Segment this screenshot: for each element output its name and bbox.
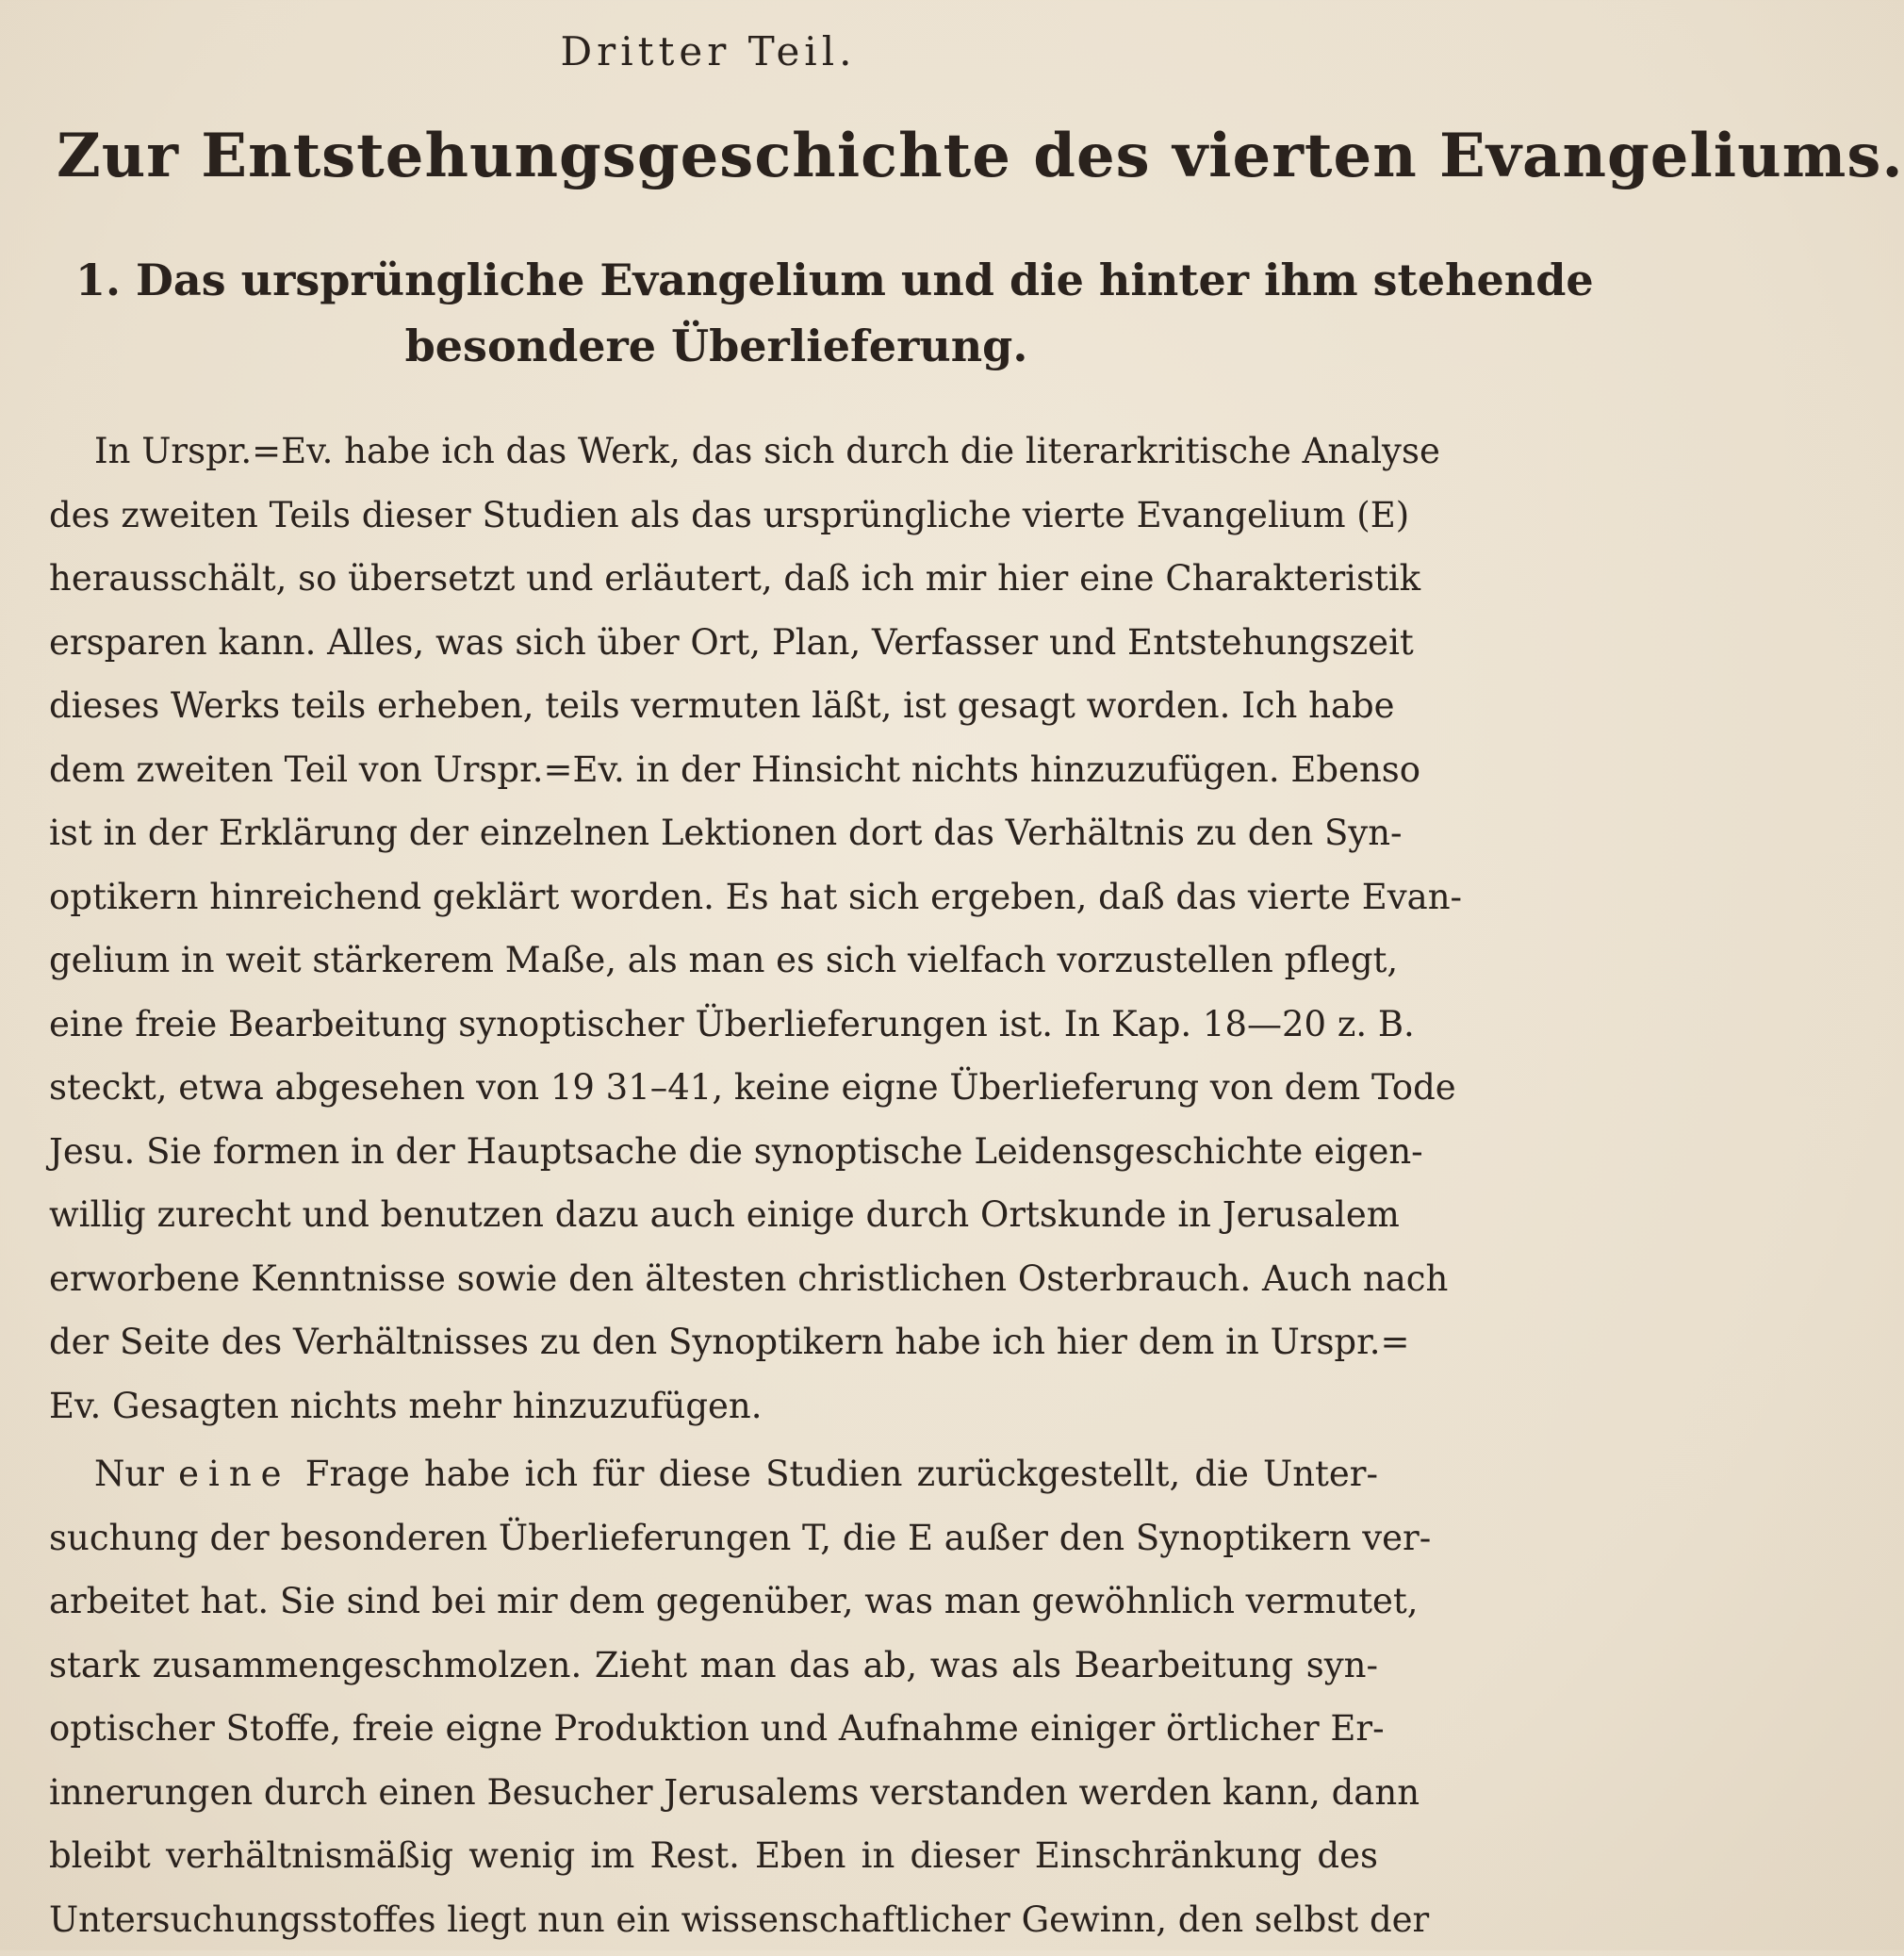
text-line: innerungen durch einen Besucher Jerusalems verstanden werden kann, dann [49, 1771, 1420, 1813]
paragraph-2 [49, 1442, 1432, 1951]
text-line: dem zweiten Teil von Urspr.=Ev. in der Hinsicht nichts hinzuzufügen. Ebenso [49, 748, 1421, 790]
text-line: willig zurecht und benutzen dazu auch einige durch Ortskunde in Jerusalem [49, 1194, 1400, 1235]
text-line: herausschält, so übersetzt und erläutert, daß ich mir hier eine Charakteristik [49, 558, 1421, 599]
text-line: optischer Stoffe, freie eigne Produktion und Aufnahme einiger örtlicher Er- [49, 1708, 1385, 1749]
chapter-title: Zur Entstehungsgeschichte des vierten Evangeliums. [57, 121, 1904, 191]
text-line: ersparen kann. Alles, was sich über Ort, Plan, Verfasser und Entstehungszeit [49, 621, 1414, 663]
text-line: suchung der besonderen Überlieferungen T, die E außer den Synoptikern ver- [49, 1517, 1432, 1558]
text-line: Ev. Gesagten nichts mehr hinzuzufügen. [49, 1385, 763, 1426]
text-line: ist in der Erklärung der einzelnen Lektionen dort das Verhältnis zu den Syn- [49, 813, 1403, 853]
text-line: In Urspr.=Ev. habe ich das Werk, das sich durch die literarkritische Analyse [94, 431, 1440, 471]
section-title [75, 247, 1594, 379]
part-label: Dritter Teil. [560, 28, 857, 74]
text-line [49, 1442, 1378, 1506]
text-line: bleibt verhältnismäßig wenig im Rest. Eben in dieser Einschränkung des [49, 1835, 1378, 1876]
text-line: arbeitet hat. Sie sind bei mir dem gegenüber, was man gewöhnlich vermutet, [49, 1581, 1419, 1621]
text-line: steckt, etwa abgesehen von 19 31–41, keine eigne Überlieferung von dem Tode [49, 1067, 1456, 1108]
section-title-line-1: 1. Das ursprüngliche Evangelium und die hinter ihm stehende [75, 255, 1594, 305]
text-line: stark zusammengeschmolzen. Zieht man das ab, was als Bearbeitung syn- [49, 1644, 1378, 1685]
text-line: gelium in weit stärkerem Maße, als man es sich vielfach vorzustellen pflegt, [49, 940, 1399, 980]
emphasized-word: eine [178, 1454, 291, 1494]
text-line: des zweiten Teils dieser Studien als das ursprüngliche vierte Evangelium (E) [49, 494, 1410, 535]
text-line: eine freie Bearbeitung synoptischer Überlieferungen ist. In Kap. 18—20 z. B. [49, 1003, 1415, 1044]
text-line: Jesu. Sie formen in der Hauptsache die synoptische Leidensgeschichte eigen- [49, 1130, 1423, 1172]
text-line: Untersuchungsstoffes liegt nun ein wissenschaftlicher Gewinn, den selbst der [49, 1898, 1430, 1940]
text-fragment: Nur [94, 1454, 164, 1494]
text-line: erworbene Kenntnisse sowie den ältesten christlichen Osterbrauch. Auch nach [49, 1257, 1449, 1299]
text-line: dieses Werks teils erheben, teils vermuten läßt, ist gesagt worden. Ich habe [49, 685, 1395, 726]
paragraph-1 [49, 419, 1463, 1438]
body-text [49, 419, 1463, 1956]
text-line: optikern hinreichend geklärt worden. Es hat sich ergeben, daß das vierte Evan- [49, 876, 1463, 917]
section-title-line-2: besondere Überlieferung. [404, 321, 1028, 371]
text-line: der Seite des Verhältnisses zu den Synoptikern habe ich hier dem in Urspr.= [49, 1322, 1410, 1362]
text-fragment: Frage habe ich für diese Studien zurückgestellt, die Unter- [304, 1454, 1378, 1494]
